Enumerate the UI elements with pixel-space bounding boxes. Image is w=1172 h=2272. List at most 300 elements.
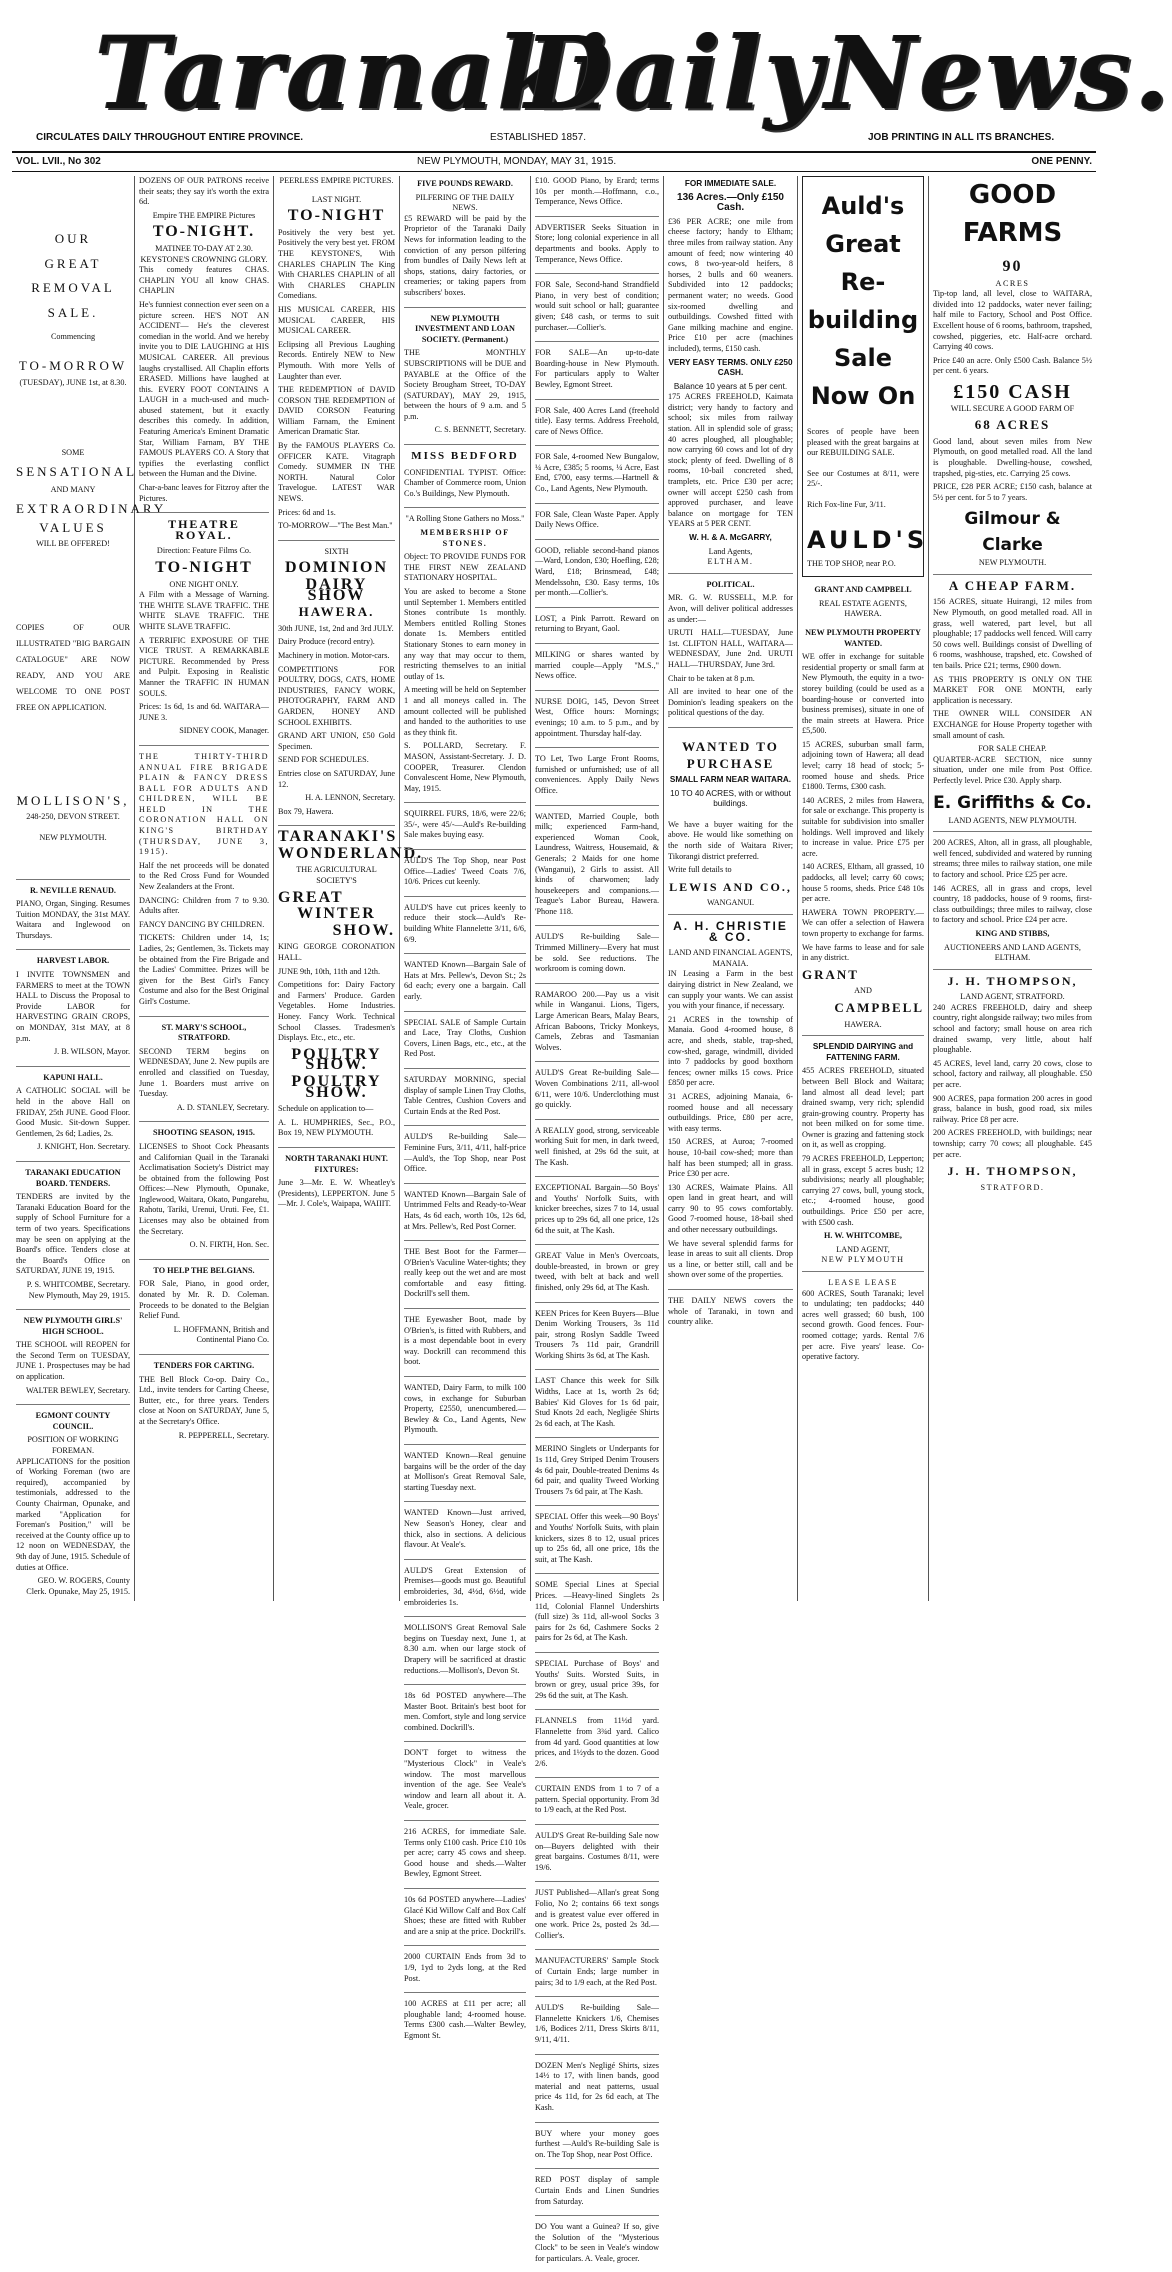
acres-136-body: £36 PER ACRE; one mile from cheese factory; handy to Eltham; three miles from railway station. Any amount of feed; now wintering 40 cows, 8 two-year-old heifers, 8 horses, 2 bulls and 60 weaners. Subdivided into 12 paddocks; permanent water; no weeds. Good six-roomed dwelling and outbuildings. Cowshed fitted with Gane milking machine and engine. Price £10 per acre (machines included), terms, £150 cash. bbox=[668, 216, 793, 353]
whitcombe-name: H. W. WHITCOMBE, bbox=[824, 1231, 902, 1241]
aulds-4-text: AULD'S Great Extension of Premises—goods must go. Beautiful embroideries, 3d, 4½d, 6½d, wide embroideries 1s. bbox=[404, 1565, 526, 1607]
acres-200a: 200 ACRES, Alton, all in grass, all ploughable, well fenced, subdivided and watered by running streams; three miles to railway station, one mile to factory and school. Price £25 per acre. bbox=[933, 838, 1092, 879]
216-acres-text: 216 ACRES, for immediate Sale. Terms only £100 cash. Price £10 10s per acre; carry 45 cows and sheep. Good house and sheds.—Walter Bewley, Egmont Street. bbox=[404, 1827, 526, 1879]
hunt-heading: NORTH TARANAKI HUNT. FIXTURES: bbox=[285, 1153, 388, 1174]
meetings: URUTI HALL—TUESDAY, June 1st. CLIFTON HALL, WAITARA—WEDNESDAY, June 2nd. URUTI HALL—THURSDAY, June 3rd. bbox=[668, 628, 793, 669]
established-note: ESTABLISHED 1857. bbox=[490, 132, 586, 143]
advertiser-text: ADVERTISER Seeks Situation in Store; long colonial experience in all departments and books. Apply to Temperance, News Office. bbox=[535, 222, 659, 264]
humphries: A. L. HUMPHRIES, Sec., P.O., Box 19, NEW PLYMOUTH. bbox=[278, 1117, 395, 1138]
acres-200b: 200 ACRES FREEHOLD, with buildings; near township; carry 70 cows; all ploughable. £45 per acre. bbox=[933, 1128, 1092, 1159]
aulds-costumes-text: AULD'S Great Re-building Sale now on—Buyers delighted with their great bargains. Costumes 8/11, were 19/6. bbox=[535, 1831, 659, 1872]
classified-just bbox=[535, 1888, 659, 1950]
acres-140b: 140 ACRES, Eltham, all grassed, 10 paddocks, all level; carry 60 cows; house 5 rooms, sheds. Price £48 10s per acre. bbox=[802, 862, 924, 904]
removal-line-2: GREAT bbox=[44, 255, 102, 271]
peerless-tomorrow: TO-MORROW—"The Best Man." bbox=[278, 521, 393, 531]
special-offer-text: SPECIAL Offer this week—90 Boys' and Youths' Norfolk Suits, with plain knickers, sizes 8 to 12, usual prices up to 25s 6d, all one price, 18s the suit, at The Kash. bbox=[535, 1512, 659, 1564]
classified-aulds-4 bbox=[404, 1566, 526, 1617]
acres-31: 31 ACRES, adjoining Manaia, 6-roomed house and all necessary outbuildings. Price, £80 per acre, with easy terms. bbox=[668, 1091, 793, 1133]
mollisons-town: NEW PLYMOUTH. bbox=[39, 832, 107, 842]
king-sub: AUCTIONEERS AND LAND AGENTS, ELTHAM. bbox=[944, 942, 1081, 963]
classified-some bbox=[535, 1580, 659, 1653]
masthead bbox=[0, 0, 1172, 175]
theatre-prices: Prices: 1s 6d, 1s and 6d. WAITARA—JUNE 3. bbox=[139, 702, 269, 722]
classified-last-chance bbox=[535, 1376, 659, 1438]
tickets: TICKETS: Children under 14, 1s; Ladies, 2s; Gentlemen, 3s. Tickets may be obtained from the Fire Brigade and the Ladies' Committee. Prizes will be given for the Best Girl's Fancy Costume and also for the Best Original Girl's Costume. bbox=[139, 933, 269, 1006]
girls-sign: WALTER BEWLEY, Secretary. bbox=[25, 1385, 130, 1395]
shooting-sign: O. N. FIRTH, Hon. Sec. bbox=[189, 1240, 269, 1250]
acres-15: 15 ACRES, suburban small farm, adjoining town of Hawera; all dead level; carry 18 head of stock; 5-roomed house and sheds. Price £1800. Terms, £300 cash. bbox=[802, 739, 924, 792]
sale-2-text: FOR SALE—An up-to-date Boarding-house in New Plymouth. For particulars apply to Walter Bewley, Egmont Street. bbox=[535, 348, 659, 389]
great-value-text: GREAT Value in Men's Overcoats, double-breasted, in brown or grey tweed, with belt at back and well finished, only 29s 6d, at The Kash. bbox=[535, 1251, 659, 1292]
fancy-dancing: FANCY DANCING BY CHILDREN. bbox=[139, 919, 265, 929]
char-a-banc: Char-a-banc leaves for Fitzroy after the Pictures. bbox=[139, 483, 269, 503]
to-let-text: TO Let, Two Large Front Rooms, furnished or unfurnished; use of all conveniences. Apply Daily News Office. bbox=[535, 754, 659, 795]
competitions: COMPETITIONS FOR POULTRY, DOGS, CATS, HOME INDUSTRIES, FANCY WORK, PHOTOGRAPHY, FARM AND GARDEN, HONEY AND SCHOOL EXHIBITS. bbox=[278, 664, 395, 727]
kapuni-ad bbox=[16, 1073, 130, 1162]
entries: Entries close on SATURDAY, June 12. bbox=[278, 768, 395, 789]
column-8 bbox=[929, 176, 1096, 1601]
belgian-heading: TO HELP THE BELGIANS. bbox=[153, 1265, 255, 1275]
grant-hawera: HAWERA. bbox=[844, 1019, 882, 1029]
really-text: A REALLY good, strong, serviceable working Suit for men, in dark tweed, well finished, at 29s 6d the suit, at The Kash. bbox=[535, 1125, 659, 1167]
st-marys-ad bbox=[139, 1023, 269, 1123]
aulds-box-3: Re-building bbox=[807, 268, 919, 334]
stones-sign: S. POLLARD, Secretary. F. MASON, Assistant-Secretary. J. D. COOPER, Treasurer. Clendon Convalescent Home, New Plymouth, May, 1915. bbox=[404, 741, 526, 793]
harvest-ad bbox=[16, 956, 130, 1066]
acres-68-price: PRICE, £28 PER ACRE; £150 cash, balance at 5½ per cent. for 5 to 7 years. bbox=[933, 482, 1092, 502]
acres-900: 900 ACRES, papa formation 200 acres in good grass, balance in bush, good road, six miles railway. Price £8 per acre. bbox=[933, 1093, 1092, 1124]
reward-ad bbox=[404, 179, 526, 308]
red-post-text: RED POST display of sample Curtain Ends and Linen Sundries from Saturday. bbox=[535, 2175, 659, 2206]
wanted-5-text: WANTED Known—Just arrived, New Season's Honey, clear and thick, also in sections. A delicious flavour. At Veale's. bbox=[404, 1508, 526, 1550]
circulates-note: CIRCULATES DAILY THROUGHOUT ENTIRE PROVINCE. bbox=[36, 132, 304, 143]
column-7 bbox=[798, 176, 929, 1601]
grant-campbell-ad bbox=[802, 585, 924, 1036]
harvest-heading: HARVEST LABOR. bbox=[36, 956, 110, 966]
classified-ten-six bbox=[404, 1895, 526, 1946]
curtain-text: CURTAIN ENDS from 1 to 7 of a pattern. Special opportunity. From 3d to 1/9 each, at the Red Post. bbox=[535, 1784, 659, 1815]
splendid: SPLENDID DAIRYING and FATTENING FARM. bbox=[812, 1042, 914, 1062]
russell: MR. G. W. RUSSELL, M.P. for Avon, will deliver political addresses as under:— bbox=[668, 593, 793, 624]
christie-sub: LAND AND FINANCIAL AGENTS, bbox=[668, 948, 793, 958]
classified-216-acres bbox=[404, 1827, 526, 1889]
theatre-heading: THEATRE ROYAL. bbox=[168, 517, 240, 542]
classified-aulds-3 bbox=[535, 1831, 659, 1882]
masthead-title-taranaki: Taranaki bbox=[95, 14, 611, 132]
classified-dont-forget bbox=[404, 1748, 526, 1821]
wonderland-2: WONDERLAND. bbox=[278, 844, 424, 862]
wanted-4-text: WANTED Known—Real genuine bargains will be the order of the day at Mollison's Great Removal Sale, starting Tuesday next. bbox=[404, 1451, 526, 1492]
column-3 bbox=[274, 176, 424, 1601]
immediate-sale: FOR IMMEDIATE SALE. bbox=[684, 179, 777, 188]
will-be-offered: WILL BE OFFERED! bbox=[36, 539, 110, 549]
flannels-text: FLANNELS from 11½d yard. Flannelette from 3¾d yard. Calico from 4d yard. Good quantities at low prices, and 1½yds to the dozen. Good 2/6. bbox=[535, 1716, 659, 1768]
acres-140a: 140 ACRES, 2 miles from Hawera, for sale or exchange. This property is suitable for subdivision into smaller holdings. Well improved and likely to increase in value. Price £75 per acre. bbox=[802, 795, 924, 858]
dozen-text: DOZEN Men's Negligé Shirts, sizes 14½ to 17, with linen bands, good material and neat patterns, usual price 4s 11d, for 2s 6d each, at The Kash. bbox=[535, 2060, 659, 2112]
classified-special bbox=[404, 1018, 526, 1069]
carting-body: THE Bell Block Co-op. Dairy Co., Ltd., invite tenders for Carting Cheese, Butter, etc., for three years. Tenders close at Noon on SATURDAY, June 5, at the Secretary's Office. bbox=[139, 1374, 269, 1426]
wanted-text: WANTED, Married Couple, both milk; experienced Farm-hand, experienced Woman Cook, Laundress, Waitress, Housemaid, & Generals; 2 Maids for one home (Wanganui), 2 Girls to assist. All kinds of charwomen; lady housekeepers and companions.—Teague's Labor Bureau, Hawera. 'Phone 118. bbox=[535, 811, 659, 916]
bedford-body: CONFIDENTIAL TYPIST. Office: Chamber of Commerce room, Union Co.'s Buildings, New Plymouth. bbox=[404, 467, 526, 498]
wanted-heading-1: WANTED TO bbox=[682, 738, 779, 754]
shooting-body: LICENSES to Shoot Cock Pheasants and Californian Quail in the Taranaki Acclimatisation Society's District may be obtained from the following Post Offices:—New Plymouth, Opunake, Inglewood, Waitara, Okato, Pungarehu, Rahotu, Tariki, Urenui, Uruti. Fee, £1. Licenses may also be obtained from the Secretary. bbox=[139, 1141, 269, 1236]
extraordinary: EXTRAORDINARY bbox=[16, 500, 167, 516]
hunt-body: June 3—Mr. E. W. Wheatley's (Presidents), LEPPERTON. June 5—Mr. J. Cole's, Waipapa, WAIIIT. bbox=[278, 1178, 395, 1209]
political-ad bbox=[668, 580, 793, 728]
entries-sign: H. A. LENNON, Secretary. bbox=[305, 793, 395, 803]
classified-saturday bbox=[404, 1075, 526, 1126]
quarter-acre: QUARTER-ACRE SECTION, nice sunny situation, under one mile from Post Office. Perfectly level. Price £30. Apply sharp. bbox=[933, 754, 1092, 785]
peerless-heading: PEERLESS EMPIRE PICTURES. bbox=[279, 176, 394, 185]
investment-heading: NEW PLYMOUTH INVESTMENT AND LOAN SOCIETY. (Permanent.) bbox=[415, 313, 515, 344]
education-heading: TARANAKI EDUCATION BOARD. TENDERS. bbox=[25, 1167, 121, 1188]
classified-sale-4 bbox=[535, 452, 659, 503]
terrific: A TERRIFIC EXPOSURE OF THE VICE TRUST. A REMARKABLE PICTURE. Recommended by Press and Pulpit. Exposing in Realistic Manner the TRAFFIC IN HUMAN SOULS. bbox=[139, 635, 269, 698]
guinea-text: DO You want a Guinea? If so, give the Solution of the "Mysterious Clock" to be seen in Veale's window for particulars. A. Veale, grocer. bbox=[535, 2222, 659, 2263]
classified-wanted-4 bbox=[404, 1451, 526, 1502]
reward-heading: FIVE POUNDS REWARD. bbox=[417, 179, 513, 188]
removal-sale-ad bbox=[16, 231, 167, 880]
buy-text: BUY where your money goes furthest —Auld's Re-building Sale is on. The Top Shop, near Post Office. bbox=[535, 2128, 659, 2159]
sale-5-text: FOR Sale, Clean Waste Paper. Apply Daily News Office. bbox=[535, 509, 659, 530]
removal-line-1: OUR bbox=[54, 231, 92, 246]
lost-text: LOST, a Pink Parrott. Reward on returning to Bryant, Gaol. bbox=[535, 613, 659, 634]
egmont-body: APPLICATIONS for the position of Working Foreman (two are required), accompanied by testimonials, addressed to the County Chairman, Opunake, and marked "Application for Foreman's Position," will be received at the County office up to 12 noon on WEDNESDAY, the 9th day of June, 1915. Schedule of duties at Office. bbox=[16, 1456, 130, 1572]
stones-meeting: A meeting will be held on September 1 and all moneys called in. The amount collected will be published and handed to the authorities to use as they think fit. bbox=[404, 685, 526, 737]
agricultural: THE AGRICULTURAL SOCIETY'S bbox=[296, 865, 377, 886]
schedule: Schedule on application to— bbox=[278, 1104, 374, 1114]
aulds-box-2: Great bbox=[825, 230, 901, 258]
acres-79: 79 ACRES FREEHOLD, Lepperton; all in grass, except 5 acres bush; 12 subdivisions; nearly all ploughable; carrying 27 cows, bull, young stock, etc.; 4-roomed house, good outbuildings. Price £50 per acre, with £500 cash. bbox=[802, 1154, 924, 1227]
good-farms-heading: GOOD FARMS bbox=[962, 180, 1063, 248]
investment-ad bbox=[404, 314, 526, 446]
good-text: GOOD, reliable second-hand pianos—Ward, London, £30; Hoefling, £28; Ward, £18; Brinsmead, £48; Mendelssohn, £30. Easy terms, 10s per month.—Collier's. bbox=[535, 545, 659, 598]
send-schedules: SEND FOR SCHEDULES. bbox=[278, 755, 369, 765]
acres-150: 150 ACRES, at Auroa; 7-roomed house, 10-bail cow-shed; more than half has been stumped; all in grass. Price £30 per acre. bbox=[668, 1137, 793, 1179]
ninety-body: Tip-top land, all level, close to WAITARA, divided into 12 paddocks, water never failing; half mile to Factory, School and Post Office. Excellent house of 6 rooms, bathroom, trapshed, cowshed, piggeries, etc. Half-acre orchard. Carrying 40 cows. bbox=[933, 289, 1092, 352]
fur: Rich Fox-line Fur, 3/11. bbox=[807, 499, 886, 509]
pilfering: PILFERING OF THE DAILY NEWS. bbox=[415, 192, 515, 213]
classified-sale-2 bbox=[535, 348, 659, 399]
whitcombe-sub: LAND AGENT, bbox=[836, 1244, 890, 1254]
acres-68-body: Good land, about seven miles from New Plymouth, on good metalled road. All the land is ploughable. Dwelling-house, cowshed, trapshed, pig-sties, etc. Carrying 25 cows. bbox=[933, 436, 1092, 478]
classified-100-acres bbox=[404, 1999, 526, 2049]
cash-heading: £150 CASH bbox=[953, 380, 1072, 403]
sixth: SIXTH bbox=[324, 546, 349, 556]
mcgarry-name: W. H. & A. McGARRY, bbox=[689, 533, 772, 542]
dateline bbox=[12, 151, 1096, 172]
mollisons-text: MOLLISON'S Great Removal Sale begins on Tuesday next, June 1, at 8.30 a.m. when our large stock of Drapery will be sacrificed at drastic reductions.—Mollison's, Devon St. bbox=[404, 1623, 526, 1675]
values: VALUES bbox=[39, 519, 107, 535]
column-6 bbox=[664, 176, 798, 1601]
daily-news-text: THE DAILY NEWS covers the whole of Taranaki, in town and country alike. bbox=[668, 1296, 793, 1327]
cash-sub: WILL SECURE A GOOD FARM OF bbox=[950, 403, 1075, 413]
classified-exceptional bbox=[535, 1183, 659, 1245]
girls-school-ad bbox=[16, 1316, 130, 1405]
peerless-prices: Prices: 6d and 1s. bbox=[278, 507, 336, 517]
nurse-text: NURSE DOIG, 145, Devon Street West, Office hours: Mornings; evenings; 10 a.m. to 5 p.m., and by appointment. Thursday half-day. bbox=[535, 696, 659, 738]
merino-text: MERINO Singlets or Underpants for 1s 11d, Grey Striped Denim Trousers 4s 6d pair, Double-treated Denims 4s 6d pair, and quality Tweed Working Trousers 7s 6d pair, at The Kash. bbox=[535, 1444, 659, 1496]
king-stibbs: KING AND STIBBS, bbox=[975, 928, 1050, 938]
eclipsing: Eclipsing all Previous Laughing Records. Entirely NEW to New Plymouth. With more Yells of Laughter than ever. bbox=[278, 339, 395, 381]
sensational: SENSATIONAL bbox=[16, 463, 138, 479]
just-text: JUST Published—Allan's great Song Folio, No 2; contains 66 text songs and is greatest value ever offered in one work. Price 2s, posted 2s 3d.—Collier's. bbox=[535, 1888, 659, 1940]
classified-milking bbox=[535, 650, 659, 691]
classified-mollisons bbox=[404, 1623, 526, 1685]
classified-really bbox=[535, 1126, 659, 1177]
winter-show-ad bbox=[278, 828, 424, 1148]
thompson-name: J. H. THOMPSON, bbox=[947, 973, 1078, 988]
ramaroo-text: RAMAROO 200.—Pay us a visit while in Wanganui. Lions, Tigers, Large American Bears, Malay Bears, African Baboons, Tricky Monkeys, Camels, Zebras and Tasmanian Wolves. bbox=[535, 989, 659, 1052]
milking-text: MILKING or shares wanted by married couple—Apply "M.S.," News office. bbox=[535, 650, 659, 681]
film-warning: A Film with a Message of Warning. THE WHITE SLAVE TRAFFIC. THE WHITE SLAVE TRAFFIC. THE WHITE SLAVE TRAFFIC. bbox=[139, 590, 269, 631]
aulds-rebuilding-box bbox=[802, 176, 929, 577]
good-farms-ad bbox=[933, 176, 1092, 575]
acres-68-heading: 68 ACRES bbox=[974, 417, 1051, 433]
classified-wanted-3 bbox=[404, 1383, 526, 1445]
classified-eyewasher bbox=[404, 1315, 526, 1377]
wanted-3-text: WANTED, Dairy Farm, to milk 100 cows, in exchange for Suburban Property, £2550, unencumbered.—Bewley & Co., Land Agents, New Plymouth. bbox=[404, 1383, 526, 1435]
renaud-body: PIANO, Organ, Singing. Resumes Tuition MONDAY, the 31st MAY. Waitara and Inglewood on Thursdays. bbox=[16, 899, 130, 940]
grant-heading: GRANT AND CAMPBELL bbox=[814, 585, 912, 595]
shooting-ad bbox=[139, 1128, 269, 1260]
sale-cheap: FOR SALE CHEAP. bbox=[978, 744, 1047, 754]
king-stibbs-ad bbox=[933, 838, 1092, 970]
commencing: Commencing bbox=[50, 332, 96, 342]
lewis: LEWIS AND CO., bbox=[669, 879, 792, 894]
education-ad bbox=[16, 1168, 130, 1310]
classified-piano bbox=[535, 176, 659, 217]
education-body: TENDERS are invited by the Taranaki Education Board for the supply of School Furniture for a term of two years. Specifications may be seen on applying at the Board's office. Tenders close at the Board's Office on SATURDAY, JUNE 19, 1915. bbox=[16, 1192, 130, 1276]
acres-156: 156 ACRES, situate Huirangi, 12 miles from New Plymouth, on good metalled road. All in grass, well watered, part level, but all ploughable; 17 paddocks well fenced. Will carry 50 cows well. Buildings consist of Dwelling of 6 rooms, washhouse, trapshed, etc. Cowshed of ten bails. Price £21; terms, £900 down. bbox=[933, 597, 1092, 671]
kapuni-heading: KAPUNI HALL. bbox=[43, 1072, 103, 1082]
dancing: DANCING: Children from 7 to 9.30. Adults after. bbox=[139, 895, 269, 916]
ten-six-text: 10s 6d POSTED anywhere—Ladies' Glacé Kid Willow Calf and Box Calf Shoes; these are fitted with Rubber and are a snip at the price. Dockrill's. bbox=[404, 1895, 526, 1936]
wonderland-1: TARANAKI'S bbox=[278, 828, 398, 846]
funniest-text: He's funniest connection ever seen on a picture screen. HE'S NOT AN ACCIDENT— He's the cleverest comedian in the world. And we hereby invite you to DIE LAUGHING at HIS MUSICAL CAREER. All previous laughs crystallised. All Chaplin efforts ERASED. Millions have laughed at this. EVERY FOOT CONTAINS A LAUGH in a much-used and much-abused statement, but it exactly describes this comedy. In addition, Featuring America's Eminent Dramatic Star, William Farnam, BY THE FAMOUS PLAYERS CO. A Story that typifies the everlasting conflict between the Human and the Divine. bbox=[139, 299, 269, 479]
stones-body: You are asked to become a Stone until September 1. Members entitled Stones contribute 1s monthly. Members entitled Rolling Stones donate 1s. Members entitled Stationary Stones to earn money in any way that may occur to them, restricting themselves to an initial outlay of 1s. bbox=[404, 587, 526, 681]
campbell: CAMPBELL bbox=[834, 999, 924, 1015]
column-2 bbox=[135, 176, 274, 1601]
keystone: KEYSTONE'S CROWNING GLORY. bbox=[140, 254, 268, 264]
classified-merino bbox=[535, 1444, 659, 1506]
cheap-farm-ad bbox=[933, 577, 1092, 832]
classified-sale-3 bbox=[535, 406, 659, 447]
education-sign: P. S. WHITCOMBE, Secretary. New Plymouth, May 29, 1915. bbox=[26, 1279, 130, 1300]
christie-ad bbox=[668, 921, 793, 1290]
some-text: SOME Special Lines at Special Prices. —Heavy-lined Singlets 2s 11d, Colonial Flannel Undershirts (full size) 3s 11d, all-wool Socks 3 pairs for 2s 6d, Cashmere Socks 2 pairs for 2s 6d, at The Kash. bbox=[535, 1580, 659, 1643]
volume-number: VOL. LVII., No 302 bbox=[16, 156, 101, 167]
girls-heading: NEW PLYMOUTH GIRLS' HIGH SCHOOL. bbox=[23, 1316, 123, 1336]
piano-text: £10. GOOD Piano, by Erard; terms 10s per month.—Hoffmann, c.o., Temperance, News Office. bbox=[535, 176, 659, 207]
tomorrow: TO-MORROW bbox=[18, 357, 128, 373]
june-dates: JUNE 9th, 10th, 11th and 12th. bbox=[278, 966, 381, 976]
classified-red-post bbox=[535, 2175, 659, 2216]
invited: All are invited to hear one of the Dominion's leading speakers on the political questions of the day. bbox=[668, 687, 793, 718]
classified-buy bbox=[535, 2129, 659, 2170]
classified-wanted-5 bbox=[404, 1508, 526, 1559]
write: Write full details to bbox=[668, 865, 732, 875]
aulds-box-4: Sale bbox=[834, 344, 892, 372]
acres-240: 240 ACRES FREEHOLD, dairy and sheep country, right alongside railway; two miles from school and factory; small house on area rich drained swamp, very little, about half ploughable. bbox=[933, 1002, 1092, 1055]
classified-aulds-1 bbox=[404, 856, 526, 897]
classified-wanted-2 bbox=[404, 1190, 526, 1241]
classified-nurse bbox=[535, 697, 659, 748]
classified-2000 bbox=[404, 1952, 526, 1993]
special-2-text: SPECIAL Purchase of Boys' and Youths' Suits. Worsted Suits, in brown or grey, usual price 39s, for 29s 6d the suit, at The Kash. bbox=[535, 1658, 659, 1700]
bedford-heading: MISS BEDFORD bbox=[411, 450, 519, 463]
theatre-direction: Direction: Feature Films Co. bbox=[156, 546, 252, 556]
carting-heading: TENDERS FOR CARTING. bbox=[153, 1361, 255, 1370]
several: We have several splendid farms for lease in areas to suit all clients. Drop us a line, or better still, call and be shown over some of the properties. bbox=[668, 1238, 793, 1280]
peerless-pictures-ad bbox=[278, 176, 395, 541]
belgian-body: FOR Sale, Piano, in good order, donated by Mr. R. D. Coleman. Proceeds to be donated to the Belgian Relief Fund. bbox=[139, 1279, 269, 1321]
acres-45: 45 ACRES, level land, carry 20 cows, close to school, factory and railway, all ploughable. £50 per acre. bbox=[933, 1058, 1092, 1090]
manaia: MANAIA. bbox=[712, 958, 749, 968]
classified-aulds-2 bbox=[404, 903, 526, 954]
renaud-ad bbox=[16, 886, 130, 951]
hunt-ad bbox=[278, 1154, 395, 1218]
matinee: MATINEE TO-DAY AT 2.30. bbox=[155, 243, 253, 253]
catalogue-note: COPIES OF OUR ILLUSTRATED "BIG BARGAIN CATALOGUE" ARE NOW READY, AND YOU ARE WELCOME TO ONE POST FREE ON APPLICATION. bbox=[16, 622, 130, 712]
empire-line: Empire THE EMPIRE Pictures bbox=[152, 210, 256, 220]
masthead-title-news: News. bbox=[825, 14, 1172, 132]
classified-guinea bbox=[535, 2222, 659, 2272]
daily-news-note bbox=[668, 1296, 793, 1336]
acres-146: 146 ACRES, all in grass and crops, level country, 18 paddocks, house of 9 rooms, first-class outbuildings; three miles to railway, close to factory and school. Price £24 per acre. bbox=[933, 883, 1092, 925]
balance: Balance 10 years at 5 per cent. bbox=[673, 381, 788, 391]
thompson-sub: LAND AGENT, STRATFORD. bbox=[960, 992, 1065, 1002]
eyewasher-text: THE Eyewasher Boot, made by O'Brien's, is fitted with Rubbers, and is a most dependable boot in every way. Dockrill can recommend this boot. bbox=[404, 1315, 526, 1367]
lease-heading: LEASE LEASE bbox=[828, 1278, 898, 1287]
theatre-manager: SIDNEY COOK, Manager. bbox=[179, 726, 269, 736]
np-body: WE offer in exchange for suitable residential property or small farm at New Plymouth, the equity in a two-storey building (could be used as a boarding-house or converted into business premises), situate in one of the main streets at Hawera. Price £5,500. bbox=[802, 652, 924, 736]
buyer: We have a buyer waiting for the above. He would like something on the north side of Waitara River; Tikorangi district preferred. bbox=[668, 819, 793, 861]
some: SOME bbox=[61, 448, 85, 458]
comedy: This comedy features CHAS. CHAPLIN YOU all know CHAS. CHAPLIN bbox=[139, 265, 269, 296]
removal-line-4: SALE. bbox=[47, 304, 99, 320]
stones-ad bbox=[404, 514, 526, 803]
grant-sub: REAL ESTATE AGENTS, HAWERA. bbox=[819, 598, 907, 619]
2000-text: 2000 CURTAIN Ends from 3d to 1/9, 1yd to 2yds long, at the Red Post. bbox=[404, 1952, 526, 1983]
belgian-sign: L. HOFFMANN, British and Continental Piano Co. bbox=[173, 1324, 269, 1345]
stones-heading: MEMBERSHIP OF STONES. bbox=[420, 528, 510, 548]
fire-brigade-ad bbox=[139, 752, 269, 1017]
acres-175-body: 175 ACRES FREEHOLD, Kaimata district; very handy to factory and school; six miles from railway station. All in splendid sole of grass; 40 acres ploughed, all ploughable; now carrying 60 cows and lot of dry stock; plenty of feed. Dwelling of 8 rooms, 10-bail concreted shed, tramplets, etc. Price £30 per acre; owner will accept £250 cash from approved purchaser, and leave balance on mortgage for TEN YEARS at 5 PER CENT. bbox=[668, 392, 793, 529]
saturday-text: SATURDAY MORNING, special display of sample Linen Tray Cloths, Table Centres, Cushion Covers and Curtain Ends at the Red Post. bbox=[404, 1074, 526, 1116]
acres-600: 600 ACRES, South Taranaki; level to undulating; ten paddocks; 440 acres well grassed; 60 bush, 100 second growth. Good fences. Four-roomed cottage; yards. Rental 7/6 per acre. Five years' lease. Co-operative factory. bbox=[802, 1288, 924, 1362]
winter-competitions: Competitions for: Dairy Factory and Farmers' Produce. Garden Vegetables. Home Industries. Honey. Fancy Work. Technical School Classes. Tradesmen's Displays. Etc., etc., etc. bbox=[278, 980, 395, 1043]
classified-aulds-4 bbox=[535, 2003, 659, 2054]
griffiths: E. Griffiths & Co. bbox=[933, 792, 1092, 813]
classified-good bbox=[535, 546, 659, 608]
as-this: AS THIS PROPERTY IS ONLY ON THE MARKET FOR ONE MONTH, early application is necessary. bbox=[933, 674, 1092, 705]
wanted-1-text: WANTED Known—Bargain Sale of Hats at Mrs. Pellew's, Devon St.; 2s 6d each; every one a bargain. Call early. bbox=[404, 960, 526, 1001]
classified-curtain bbox=[535, 1784, 659, 1825]
dairy-hawera: HAWERA. bbox=[298, 604, 375, 620]
mcgarry-sub: Land Agents, bbox=[708, 546, 753, 556]
classified-special-2 bbox=[535, 1659, 659, 1710]
special-text: SPECIAL SALE of Sample Curtain and Lace, Tray Cloths, Cushion Covers, Linen Bags, etc., etc., at the Red Post. bbox=[404, 1017, 526, 1059]
whitcombe-ad bbox=[802, 1042, 924, 1272]
exceptional-text: EXCEPTIONAL Bargain—50 Boys' and Youths' Norfolk Suits, with knicker breeches, sizes 7 to 14, usual prices up to 29s 6d, all one price, 12s 6d the suit, at The Kash. bbox=[535, 1183, 659, 1235]
shooting-heading: SHOOTING SEASON, 1915. bbox=[153, 1128, 255, 1138]
aulds-1-text: AULD'S The Top Shop, near Post Office—Ladies' Tweed Coats 7/6, 10/6. Prices cut keenly. bbox=[404, 856, 526, 887]
classified-lost bbox=[535, 614, 659, 644]
classified-dozen bbox=[535, 2061, 659, 2123]
dont-forget-text: DON'T forget to witness the "Mysterious Clock" in Veale's window. The most marvellous invention of the age. See Veale's window and learn all about it. A. Veale, grocer. bbox=[404, 1748, 526, 1811]
classified-sale-1 bbox=[535, 280, 659, 342]
poultry-1: POULTRY SHOW. bbox=[291, 1045, 382, 1074]
classified-wanted bbox=[535, 812, 659, 927]
st-marys-body: SECOND TERM begins on WEDNESDAY, June 2. New pupils are enrolled and classified on Tuesday, June 1. Boarders must arrive on Tuesday. bbox=[139, 1046, 269, 1099]
fire-body: Half the net proceeds will be donated to the Red Cross Fund for Wounded New Zealanders at the Front. bbox=[139, 860, 269, 892]
stones-object: Object: TO PROVIDE FUNDS FOR THE FIRST NEW ZEALAND STATIONARY HOSPITAL. bbox=[404, 552, 526, 583]
machinery: Machinery in motion. Motor-cars. bbox=[278, 650, 390, 660]
classified-to-let bbox=[535, 754, 659, 805]
gilmour-np: NEW PLYMOUTH. bbox=[978, 558, 1047, 568]
lease: We have farms to lease and for sale in any district. bbox=[802, 942, 924, 963]
acres-21: 21 ACRES in the township of Manaia. Good 4-roomed house, 8 acre, and sheds, stable, trap-shed, cow-shed, garage, windmill, divided into 7 paddocks by good boxthorn fences; owner milks 15 cows. Price £850 per acre. bbox=[668, 1014, 793, 1088]
scores: Scores of people have been pleased with the great bargains at our REBUILDING SALE. bbox=[807, 427, 919, 458]
eighteen-text: 18s 6d POSTED anywhere—The Master Boot. Britain's best boot for men. Comfort, style and long service combined. Dockrill's. bbox=[404, 1691, 526, 1732]
egmont-sign: GEO. W. ROGERS, County Clerk. Opunake, May 25, 1915. bbox=[26, 1576, 130, 1596]
np-wanted: NEW PLYMOUTH PROPERTY WANTED. bbox=[805, 627, 921, 648]
costumes: See our Costumes at 8/11, were 25/-. bbox=[807, 468, 919, 489]
dairy-show-ad bbox=[278, 547, 395, 826]
lease-ad bbox=[802, 1278, 924, 1371]
gilmour-clarke: Gilmour & Clarke bbox=[964, 509, 1061, 556]
carting-ad bbox=[139, 1361, 269, 1449]
christie-name: A. H. CHRISTIE & CO. bbox=[673, 919, 788, 944]
tonight-2: TO-NIGHT bbox=[155, 559, 253, 576]
hawera-town: HAWERA TOWN PROPERTY.—We can offer a selection of Hawera town property to exchange for farms. bbox=[802, 907, 924, 938]
sale-1-text: FOR Sale, Second-hand Strandfield Piano, in very best of condition; would suit school or hall; guarantee given; £48 cash, or terms to suit purchaser.—Collier's. bbox=[535, 280, 659, 332]
classified-great-value bbox=[535, 1251, 659, 1302]
aulds-2-text: AULD'S have cut prices keenly to reduce their stock—Auld's Re-building White Flannelette 3/11, 6/6, 6/9. bbox=[404, 902, 526, 944]
column-5 bbox=[531, 176, 664, 2263]
classified-special-offer bbox=[535, 1512, 659, 1574]
aulds-millinery-text: AULD'S Re-building Sale—Trimmed Millinery—Every hat must be sold. See reductions. The workroom is coming down. bbox=[535, 932, 659, 974]
classified-keen bbox=[535, 1309, 659, 1371]
renaud-heading: R. NEVILLE RENAUD. bbox=[30, 885, 116, 895]
redemption: THE REDEMPTION of DAVID CORSON THE REDEMPTION of DAVID CORSON Featuring William Farnam, the Eminent American Dramatic Star. bbox=[278, 385, 395, 437]
empire-pictures-ad bbox=[139, 176, 269, 513]
kg-hall: KING GEORGE CORONATION HALL. bbox=[278, 942, 395, 963]
patrons-note: DOZENS OF OUR PATRONS receive their seats; they say it's worth the extra 6d. bbox=[139, 176, 269, 207]
classified-manufacturers bbox=[535, 1956, 659, 1997]
cheap-heading: A CHEAP FARM. bbox=[948, 577, 1077, 593]
classified-ramaroo bbox=[535, 990, 659, 1063]
ninety-acres: ACRES bbox=[995, 278, 1030, 288]
aulds-3-text: AULD'S Re-building Sale—Feminine Furs, 3/11, 4/11, half-price—Auld's, the Top Shop, near Post Office. bbox=[404, 1132, 526, 1174]
wanted-heading-2: PURCHASE bbox=[686, 755, 775, 771]
chair: Chair to be taken at 8 p.m. bbox=[668, 673, 755, 683]
easy-terms: VERY EASY TERMS. ONLY £250 CASH. bbox=[668, 357, 793, 378]
harvest-sign: J. B. WILSON, Mayor. bbox=[53, 1047, 130, 1057]
sale-3-text: FOR Sale, 400 Acres Land (freehold title). Easy terms. Address Freehold, care of News Office. bbox=[535, 405, 659, 436]
classified-sale-5 bbox=[535, 510, 659, 540]
tonight-3: TO-NIGHT bbox=[287, 207, 386, 225]
and-many: AND MANY bbox=[50, 485, 96, 495]
griffiths-sub: LAND AGENTS, NEW PLYMOUTH. bbox=[948, 815, 1077, 825]
keen-text: KEEN Prices for Keen Buyers—Blue Denim Working Trousers, 3s 11d pair, strong Roslyn Saddle Tweed Trousers 7s 11d pair, Grandrill Working Shirts 3s 6d, at The Kash. bbox=[535, 1308, 659, 1360]
dominion: DOMINION bbox=[284, 559, 389, 577]
girls-body: THE SCHOOL will REOPEN for the Second Term on TUESDAY, JUNE 1. Prospectuses may be had on application. bbox=[16, 1340, 130, 1382]
mollisons-address: 248-250, DEVON STREET. bbox=[26, 812, 120, 822]
masthead-title-daily: Daily bbox=[525, 14, 826, 132]
st-marys-heading: ST. MARY'S SCHOOL, STRATFORD. bbox=[161, 1022, 247, 1043]
